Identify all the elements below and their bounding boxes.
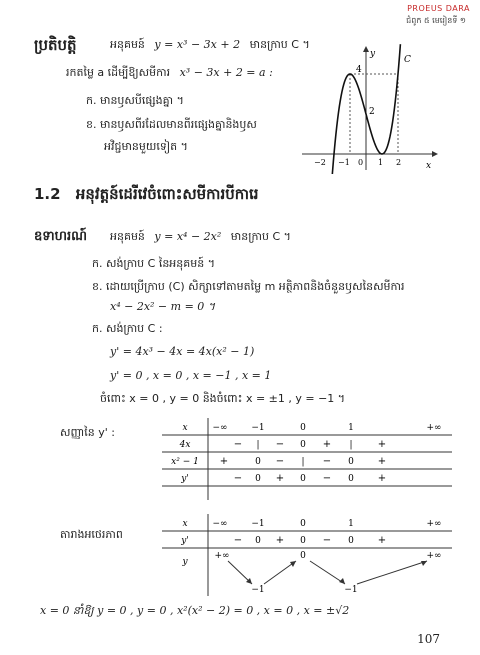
sign-header-x: x <box>182 423 188 433</box>
sign-4x-2: − <box>275 439 285 450</box>
x-axis-label: x <box>426 161 432 171</box>
var-arrowhead-4 <box>421 561 427 566</box>
example2-label: ឧទាហរណ៍ <box>34 229 88 244</box>
y-axis-label: y <box>370 49 376 59</box>
footer-equation-line: x = 0 នាំឱ្យ y = 0 , y = 0 , x²(x² − 2) = 0 , x = 0 , x = ±√2 <box>40 604 350 617</box>
var-y-top-2: 0 <box>300 551 306 561</box>
variation-table <box>162 514 452 596</box>
values-line: ចំពោះ x = 0 , y = 0 និងចំពោះ x = ±1 , y = −1 ។ <box>100 392 346 405</box>
sign-row-label-yprime: y' <box>181 474 189 484</box>
zero-x2m1-1: 0 <box>348 457 354 467</box>
var-row-y: y <box>182 557 188 567</box>
zero-4x-sep: | <box>349 440 353 450</box>
sign-4x-4: + <box>377 439 387 450</box>
sign-yp-3: − <box>322 473 332 484</box>
zero-yp-1: 0 <box>348 474 354 484</box>
var-arrow-up-2 <box>357 561 427 584</box>
example1-item-a: ក. មានឫសបីផ្សេងគ្នា ។ <box>86 94 184 107</box>
tick-x2: 2 <box>396 158 402 167</box>
section-number: 1.2 <box>34 185 61 203</box>
var-y-bottom-1: −1 <box>251 585 265 595</box>
var-yp-z3: 0 <box>348 536 354 546</box>
var-yp-1: − <box>233 535 243 546</box>
sign-yp-4: + <box>377 473 387 484</box>
example2-item-b-eq: x⁴ − 2x² − m = 0 ។ <box>110 300 216 313</box>
section-title: អនុវត្តន៍ដេរីវេចំពោះសមីការបីការេ <box>75 185 259 203</box>
roots-line: y' = 0 , x = 0 , x = −1 , x = 1 <box>110 369 272 382</box>
sign-header-m1: −1 <box>251 423 265 433</box>
var-header-0: 0 <box>300 519 306 529</box>
variation-table-caption: តារាងអថេរភាព <box>60 528 123 541</box>
var-header-minf: −∞ <box>212 519 228 529</box>
var-row-yprime: y' <box>181 536 189 546</box>
sign-table <box>162 418 452 500</box>
sign-x2m1-1: + <box>219 456 229 467</box>
sign-4x-3: + <box>322 439 332 450</box>
zero-yp-m1: 0 <box>255 474 261 484</box>
var-yp-3: − <box>322 535 332 546</box>
zero-yp-0: 0 <box>300 474 306 484</box>
zero-x2m1-sep: | <box>301 457 305 467</box>
sign-x2m1-2: − <box>275 456 285 467</box>
var-header-1: 1 <box>348 519 354 529</box>
var-header-pinf: +∞ <box>426 519 442 529</box>
var-y-top-1: +∞ <box>214 551 230 561</box>
example1-item-b1: ខ. មានឫសពីរដែលមានពីរផ្សេងគ្នានិងឫស <box>86 118 257 131</box>
sign-yp-2: + <box>275 473 285 484</box>
curve-label: C <box>404 55 411 65</box>
sign-header-0: 0 <box>300 423 306 433</box>
tick-xm1: −1 <box>338 158 350 167</box>
brand-label: PROEUS DARA <box>407 4 470 13</box>
example2-item-b: ខ. ដោយប្រើក្រាប (C) សិក្សាទៅតាមតម្លៃ m អត្ថិភាពនិងចំនួនឫសនៃសមីការ <box>92 280 405 293</box>
var-yp-2: + <box>275 535 285 546</box>
example1-item-b2: អវិជ្ជមានមួយទៀត ។ <box>104 140 188 153</box>
section-heading <box>34 185 259 207</box>
zero-x2m1-m1: 0 <box>255 457 261 467</box>
zero-4x-mark: 0 <box>300 440 306 450</box>
sign-table-caption: សញ្ញានៃ y' : <box>60 426 115 439</box>
derivative-line: y' = 4x³ − 4x = 4x(x² − 1) <box>110 345 255 358</box>
example-label: ប្រតិបត្តិ <box>34 36 77 54</box>
var-arrow-up-1 <box>264 561 296 584</box>
var-y-bottom-2: −1 <box>344 585 358 595</box>
page-number: 107 <box>417 632 440 646</box>
sign-x2m1-3: − <box>322 456 332 467</box>
example2-intro: អនុគមន៍ y = x⁴ − 2x² មានក្រាប C ។ <box>110 230 291 243</box>
sign-4x-1: − <box>233 439 243 450</box>
var-arrow-down-2 <box>310 561 345 584</box>
sign-header-1: 1 <box>348 423 354 433</box>
var-header-m1: −1 <box>251 519 265 529</box>
sign-row-label-4x: 4x <box>179 440 191 450</box>
sign-x2m1-4: + <box>377 456 387 467</box>
tick-y4: 4 <box>356 65 362 75</box>
var-y-top-3: +∞ <box>426 551 442 561</box>
tick-y2: 2 <box>369 107 375 117</box>
zero-4x-0: | <box>256 440 260 450</box>
example1-line2: រកតម្លៃ a ដើម្បីឱ្យសមីការ x³ − 3x + 2 = a : <box>66 66 273 79</box>
chapter-label: ជំពូក ៥ មេរៀនទី ១ <box>406 16 466 25</box>
var-yp-z1: 0 <box>255 536 261 546</box>
sign-header-minf: −∞ <box>212 423 228 433</box>
tick-x0: 0 <box>358 158 364 167</box>
example1-line1: អនុគមន៍ y = x³ − 3x + 2 មានក្រាប C ។ <box>110 38 310 51</box>
tick-x1: 1 <box>378 158 384 167</box>
example2-item-a: ក. សង់ក្រាប C នៃអនុគមន៍ ។ <box>92 257 215 270</box>
tick-xm2: −2 <box>314 158 326 167</box>
var-yp-4: + <box>377 535 387 546</box>
cubic-graph <box>296 44 438 174</box>
sign-yp-1: − <box>233 473 243 484</box>
var-yp-z2: 0 <box>300 536 306 546</box>
sign-header-pinf: +∞ <box>426 423 442 433</box>
sign-row-label-x2m1: x² − 1 <box>171 457 199 467</box>
x-axis-arrow <box>432 151 438 157</box>
y-axis-arrow <box>363 46 369 52</box>
solution-title: ក. សង់ក្រាប C : <box>92 322 163 335</box>
var-header-x: x <box>182 519 188 529</box>
var-arrowhead-2 <box>290 561 296 567</box>
